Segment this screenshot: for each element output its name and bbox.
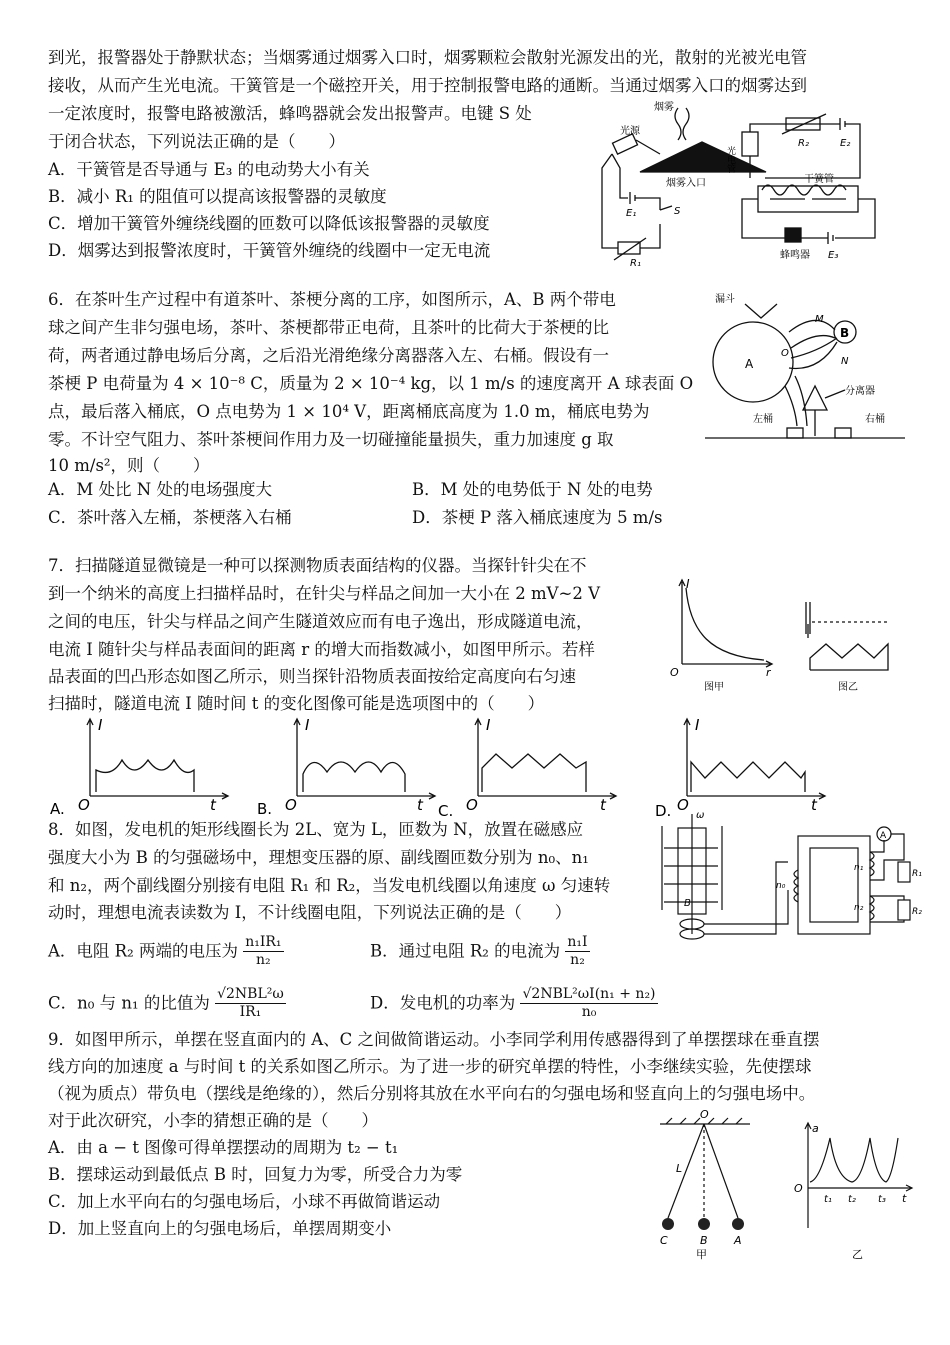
fig5-buzzer-label: 蜂鸣器	[780, 250, 810, 261]
choice-b-t: t	[417, 796, 423, 814]
choice-b-o: O	[285, 796, 297, 814]
q5-option-b: B．减小 R₁ 的阻值可以提高该报警器的灵敏度	[48, 187, 387, 206]
q8-option-d	[370, 986, 658, 1021]
q9-option-d: D．加上竖直向上的匀强电场后，单摆周期变小	[48, 1219, 392, 1238]
q8-a-num: n₁IR₁	[245, 934, 282, 950]
q8-line-2: 强度大小为 B 的匀强磁场中，理想变压器的原、副线圈匝数分别为 n₀、n₁	[48, 848, 589, 867]
fig5-inlet-label: 烟雾入口	[666, 178, 706, 189]
q6-option-a: A．M 处比 N 处的电场强度大	[48, 480, 272, 499]
smoke-alarm-circuit-figure	[590, 98, 890, 268]
fig9-b: B	[700, 1234, 708, 1247]
fig5-e2-label: E₂	[840, 138, 851, 149]
fig9-t3: t₃	[878, 1194, 886, 1205]
choice-c-t: t	[600, 796, 606, 814]
q7-choice-d-graph[interactable]	[655, 712, 845, 817]
q8-b-prefix: B．通过电阻 R₂ 的电流为	[370, 941, 561, 961]
fig6-a-label: A	[745, 357, 754, 371]
choice-c-i: I	[486, 716, 491, 734]
q8-d-den: n₀	[581, 1004, 597, 1020]
q5-option-c: C．增加干簧管外缠绕线圈的匝数可以降低该报警器的灵敏度	[48, 214, 490, 233]
q6-line-2: 球之间产生非匀强电场，茶叶、茶梗都带正电荷，且茶叶的比荷大于茶梗的比	[48, 318, 609, 337]
choice-a-t: t	[210, 796, 216, 814]
q5-option-a: A．干簧管是否导通与 E₃ 的电动势大小有关	[48, 160, 370, 179]
tea-separator-figure	[705, 290, 905, 460]
q9-line-2: 线方向的加速度 a 与时间 t 的关系如图乙所示。为了进一步的研究单摆的特性，小李继续实验，先使摆球	[48, 1057, 812, 1076]
fig9-c: C	[660, 1234, 668, 1247]
q7-line-2: 到一个纳米的高度上扫描样品时，在针尖与样品之间加一大小在 2 mV~2 V	[48, 584, 601, 603]
choice-b-label: B.	[257, 800, 273, 817]
q9-line-3: （视为质点）带负电（摆线是绝缘的），然后分别将其放在水平向右的匀强电场和竖直向上的匀强电场中。	[48, 1084, 816, 1103]
q8-option-b	[370, 934, 590, 969]
q6-line-7: 10 m/s²，则（ ）	[48, 456, 210, 475]
fig6-n-label: N	[841, 356, 849, 367]
fig8-n1: n₁	[854, 863, 864, 873]
q8-a-prefix: A．电阻 R₂ 两端的电压为	[48, 941, 238, 961]
fig5-e1-label: E₁	[626, 208, 637, 219]
fig5-light-label: 光源	[620, 126, 640, 137]
q9-option-b: B．摆球运动到最低点 B 时，回复力为零，所受合力为零	[48, 1165, 463, 1184]
q9-line-4: 对于此次研究，小李的猜想正确的是（ ）	[48, 1111, 378, 1130]
choice-a-i: I	[98, 716, 103, 734]
q8-option-a	[48, 934, 284, 969]
fig9-a: A	[734, 1234, 742, 1247]
q8-d-prefix: D．发电机的功率为	[370, 993, 516, 1013]
q7-line-1: 7．扫描隧道显微镜是一种可以探测物质表面结构的仪器。当探针针尖在不	[48, 556, 587, 575]
fig6-funnel-label: 漏斗	[715, 294, 735, 305]
fig6-m-label: M	[815, 314, 824, 325]
choice-c-o: O	[466, 796, 478, 814]
choice-b-i: I	[305, 716, 310, 734]
q6-option-c: C．茶叶落入左桶，茶梗落入右桶	[48, 508, 292, 527]
q9-line-1: 9．如图甲所示，单摆在竖直面内的 A、C 之间做简谐运动。小李同学利用传感器得到了单摆摆球在垂直摆	[48, 1030, 820, 1049]
q6-line-4: 茶梗 P 电荷量为 4 × 10⁻⁸ C，质量为 2 × 10⁻⁴ kg，以 1 m/s 的速度离开 A 球表面 O	[48, 374, 694, 393]
choice-d-o: O	[677, 796, 689, 814]
q6-option-b: B．M 处的电势低于 N 处的电势	[412, 480, 653, 499]
fig7-o-label: O	[670, 666, 679, 679]
fig8-omega: ω	[696, 810, 705, 821]
pendulum-acceleration-graph	[790, 1118, 920, 1264]
fig8-b: B	[684, 898, 691, 909]
fig5-r1-label: R₁	[630, 258, 641, 268]
fig9-yi: 乙	[852, 1248, 863, 1261]
q7-choice-c-graph[interactable]	[436, 712, 626, 817]
fig5-photocell-label: 光电管	[725, 146, 735, 173]
q6-line-1: 6．在茶叶生产过程中有道茶叶、茶梗分离的工序，如图所示，A、B 两个带电	[48, 290, 616, 309]
q5-line-3: 一定浓度时，报警电路被激活，蜂鸣器就会发出报警声。电键 S 处	[48, 104, 532, 123]
fig8-ammeter: A	[880, 831, 887, 841]
fig6-left-label: 左桶	[753, 414, 773, 425]
fig5-e3-label: E₃	[828, 250, 839, 261]
fig9-jia: 甲	[696, 1248, 707, 1261]
q5-line-2: 接收，从而产生光电流。干簧管是一个磁控开关，用于控制报警电路的通断。当通过烟雾入口的烟雾达到	[48, 76, 807, 95]
q5-option-d: D．烟雾达到报警浓度时，干簧管外缠绕的线圈中一定无电流	[48, 241, 491, 260]
q6-line-3: 荷，两者通过静电场后分离，之后沿光滑绝缘分离器落入左、右桶。假设有一	[48, 346, 609, 365]
q7-line-3: 之间的电压，针尖与样品之间产生隧道效应而有电子逸出，形成隧道电流，	[48, 612, 593, 631]
fig5-reed-label: 干簧管	[804, 174, 834, 185]
q8-d-num: √2NBL²ωI(n₁ + n₂)	[522, 986, 656, 1002]
q8-a-den: n₂	[256, 952, 271, 968]
q8-c-num: √2NBL²ω	[217, 986, 284, 1002]
fig7-r-label: r	[766, 666, 771, 679]
fig5-r2-label: R₂	[798, 138, 809, 149]
q5-line-4: 于闭合状态，下列说法正确的是（ ）	[48, 132, 345, 151]
fig9-t1: t₁	[824, 1194, 832, 1205]
fig6-o-label: O	[781, 348, 789, 359]
choice-d-i: I	[695, 716, 700, 734]
tunneling-current-figures	[660, 572, 900, 697]
fig6-b-label: B	[840, 326, 850, 340]
q8-c-den: IR₁	[239, 1004, 262, 1020]
q9-option-a: A．由 a − t 图像可得单摆摆动的周期为 t₂ − t₁	[48, 1138, 399, 1157]
q6-option-d: D．茶梗 P 落入桶底速度为 5 m/s	[412, 508, 663, 527]
q7-choice-b-graph[interactable]	[255, 712, 445, 817]
fig9-l: L	[676, 1162, 683, 1175]
q7-line-5: 品表面的凹凸形态如图乙所示，则当探针沿物质表面按给定高度向右匀速	[48, 667, 576, 686]
fig9-t2: t₂	[848, 1194, 856, 1205]
fig6-right-label: 右桶	[865, 414, 885, 425]
fig8-n0: n₀	[776, 881, 786, 891]
choice-d-label: D.	[655, 802, 672, 817]
choice-c-label: C.	[438, 802, 454, 817]
fig5-s-label: S	[674, 206, 681, 217]
q8-c-prefix: C．n₀ 与 n₁ 的比值为	[48, 993, 210, 1013]
choice-a-label: A.	[50, 800, 65, 817]
fig6-separator-label: 分离器	[845, 386, 875, 397]
fig7-i-label: I	[686, 577, 690, 591]
q7-line-6: 扫描时，隧道电流 I 随时间 t 的变化图像可能是选项图中的（ ）	[48, 694, 545, 713]
generator-transformer-figure	[658, 810, 928, 945]
fig9-axis-o: O	[794, 1182, 803, 1195]
fig7-jia-caption: 图甲	[704, 682, 724, 693]
fig8-n2: n₂	[854, 903, 864, 913]
q8-b-num: n₁I	[567, 934, 588, 950]
q5-line-1: 到光，报警器处于静默状态；当烟雾通过烟雾入口时，烟雾颗粒会散射光源发出的光，散射的光被光电管	[48, 48, 807, 67]
q7-choice-a-graph[interactable]	[48, 712, 238, 817]
q8-option-c	[48, 986, 286, 1021]
fig7-yi-caption: 图乙	[838, 682, 858, 693]
pendulum-figure	[650, 1108, 760, 1264]
fig9-axis-a: a	[812, 1122, 819, 1135]
choice-a-o: O	[78, 796, 90, 814]
fig5-smoke-label: 烟雾	[654, 102, 674, 113]
choice-d-t: t	[811, 796, 817, 814]
q8-line-3: 和 n₂，两个副线圈分别接有电阻 R₁ 和 R₂，当发电机线圈以角速度 ω 匀速转	[48, 876, 611, 895]
q8-line-1: 8．如图，发电机的矩形线圈长为 2L、宽为 L，匝数为 N，放置在磁感应	[48, 820, 584, 839]
q9-option-c: C．加上水平向右的匀强电场后，小球不再做简谐运动	[48, 1192, 441, 1211]
q7-line-4: 电流 I 随针尖与样品表面间的距离 r 的增大而指数减小，如图甲所示。若样	[48, 640, 595, 659]
fig9-o: O	[700, 1108, 709, 1121]
q8-b-den: n₂	[570, 952, 585, 968]
fig8-r2: R₂	[912, 907, 922, 917]
q6-line-5: 点，最后落入桶底，O 点电势为 1 × 10⁴ V，距离桶底高度为 1.0 m，桶底电势为	[48, 402, 650, 421]
q6-line-6: 零。不计空气阻力、茶叶茶梗间作用力及一切碰撞能量损失，重力加速度 g 取	[48, 430, 614, 449]
q8-line-4: 动时，理想电流表读数为 I，不计线圈电阻，下列说法正确的是（ ）	[48, 903, 572, 922]
fig9-axis-t: t	[902, 1192, 907, 1205]
fig8-r1: R₁	[912, 869, 922, 879]
